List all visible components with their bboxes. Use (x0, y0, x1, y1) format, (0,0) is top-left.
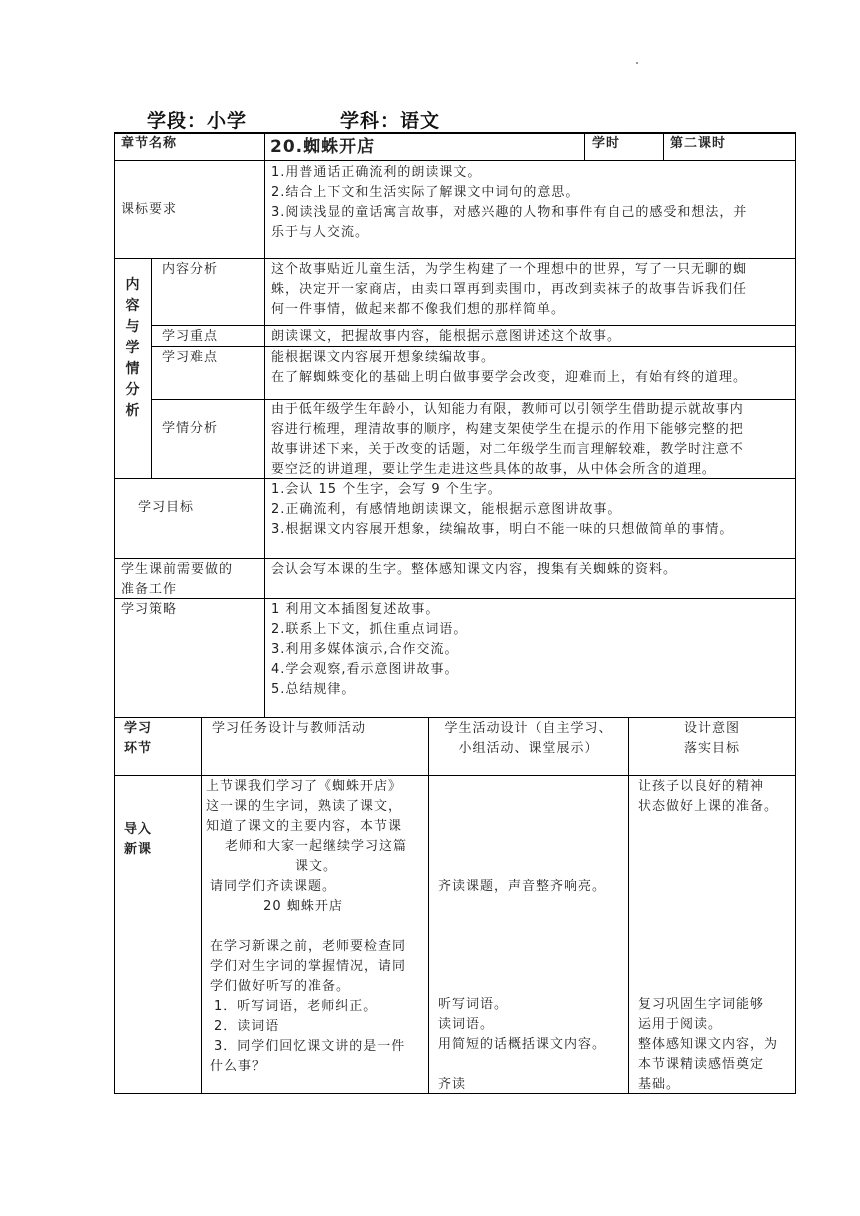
objectives-label: 学习目标 (138, 500, 195, 515)
difficulty-label: 学习难点 (162, 350, 219, 365)
period-label: 学时 (592, 136, 621, 151)
stray-dot (636, 62, 638, 64)
prep-text: 会认会写本课的生字。整体感知课文内容，搜集有关蜘蛛的资料。 (271, 562, 678, 577)
intro-teacher-activity: 上节课我们学习了《蜘蛛开店》 这一课的生字词，熟读了课文， 知道了课文的主要内容，本节课 老师和大家一起继续学习这篇 课文。 请同学们齐读课题。 20 蜘蛛开店 在学习新课之前，老师要检查同 学们对生字词的掌握情况，请同 学们做好听写的准备。 1．听写词语，老师纠正。 2．读词语 3．同学们回忆课文讲的是一件 什么事？ (206, 779, 407, 1074)
difficulty-text: 能根据课文内容展开想象续编故事。 在了解蜘蛛变化的基础上明白做事要学会改变，迎难而上，有始有终的道理。 (271, 350, 748, 385)
standards-text: 1.用普通话正确流利的朗读课文。 2.结合上下文和生活实际了解课文中词句的意思。 3.阅读浅显的童话寓言故事，对感兴趣的人物和事件有自己的感受和想法，并 乐于与人交流。 (271, 165, 748, 240)
analysis-group-label: 内 容 与 学 情 分 析 (125, 277, 141, 419)
learner-analysis-label: 学情分析 (162, 421, 219, 436)
stage-column-header: 学习 环节 (124, 721, 153, 756)
content-analysis-text: 这个故事贴近儿童生活，为学生构建了一个理想中的世界，写了一只无聊的蜘 蛛，决定开一家商店，由卖口罩再到卖围巾，再改到卖袜子的故事告诉我们任 何一件事情，做起来都不像我们想的那样简单。 (271, 262, 748, 317)
intro-student-activities: 听写词语。 读词语。 用简短的话概括课文内容。 (438, 997, 607, 1052)
content-analysis-label: 内容分析 (162, 262, 219, 277)
strategy-label: 学习策略 (121, 602, 178, 617)
standards-label: 课标要求 (121, 202, 178, 217)
objectives-text: 1.会认 15 个生字，会写 9 个生字。 2.正确流利，有感情地朗读课文，能根据示意图讲故事。 3.根据课文内容展开想象，续编故事，明白不能一味的只想做简单的事情。 (271, 482, 734, 537)
chapter-label: 章节名称 (121, 136, 178, 151)
learner-analysis-text: 由于低年级学生年龄小，认知能力有限，教师可以引领学生借助提示就故事内 容进行梳理，理清故事的顺序，构建支架使学生在提示的作用下能够完整的把 故事讲述下来，关于改变的话题，对二年级学生而言理解较难，教学时注意不 要空泛的讲道理，要让学生走进这些具体的故事，从中体会所含的道理。 (271, 402, 744, 477)
student-column-header: 学生活动设计（自主学习、 小组活动、课堂展示） (444, 721, 613, 756)
chapter-title: 20.蜘蛛开店 (270, 137, 376, 157)
focus-label: 学习重点 (162, 329, 219, 344)
focus-text: 朗读课文，把握故事内容，能根据示意图讲述这个故事。 (271, 329, 622, 344)
teacher-column-header: 学习任务设计与教师活动 (212, 721, 367, 736)
intro-student-read: 齐读课题，声音整齐响亮。 (438, 879, 607, 894)
intro-intent-top: 让孩子以良好的精神 状态做好上课的准备。 (638, 779, 779, 814)
school-stage-heading: 学段：小学 (147, 110, 248, 132)
strategy-list: 1 利用文本插图复述故事。 2.联系上下文，抓住重点词语。 3.利用多媒体演示,合作交流。 4.学会观察,看示意图讲故事。 5.总结规律。 (271, 602, 468, 697)
intro-stage-label: 导入 新课 (124, 822, 153, 857)
prep-label: 学生课前需要做的 准备工作 (121, 562, 234, 597)
intro-student-last: 齐读 (438, 1077, 467, 1092)
intent-column-header: 设计意图 落实目标 (683, 721, 740, 756)
period-value: 第二课时 (670, 136, 727, 151)
intro-intent-bottom: 复习巩固生字词能够 运用于阅读。 整体感知课文内容，为 本节课精读感悟奠定 基础。 (638, 997, 779, 1092)
subject-heading: 学科：语文 (340, 110, 441, 132)
